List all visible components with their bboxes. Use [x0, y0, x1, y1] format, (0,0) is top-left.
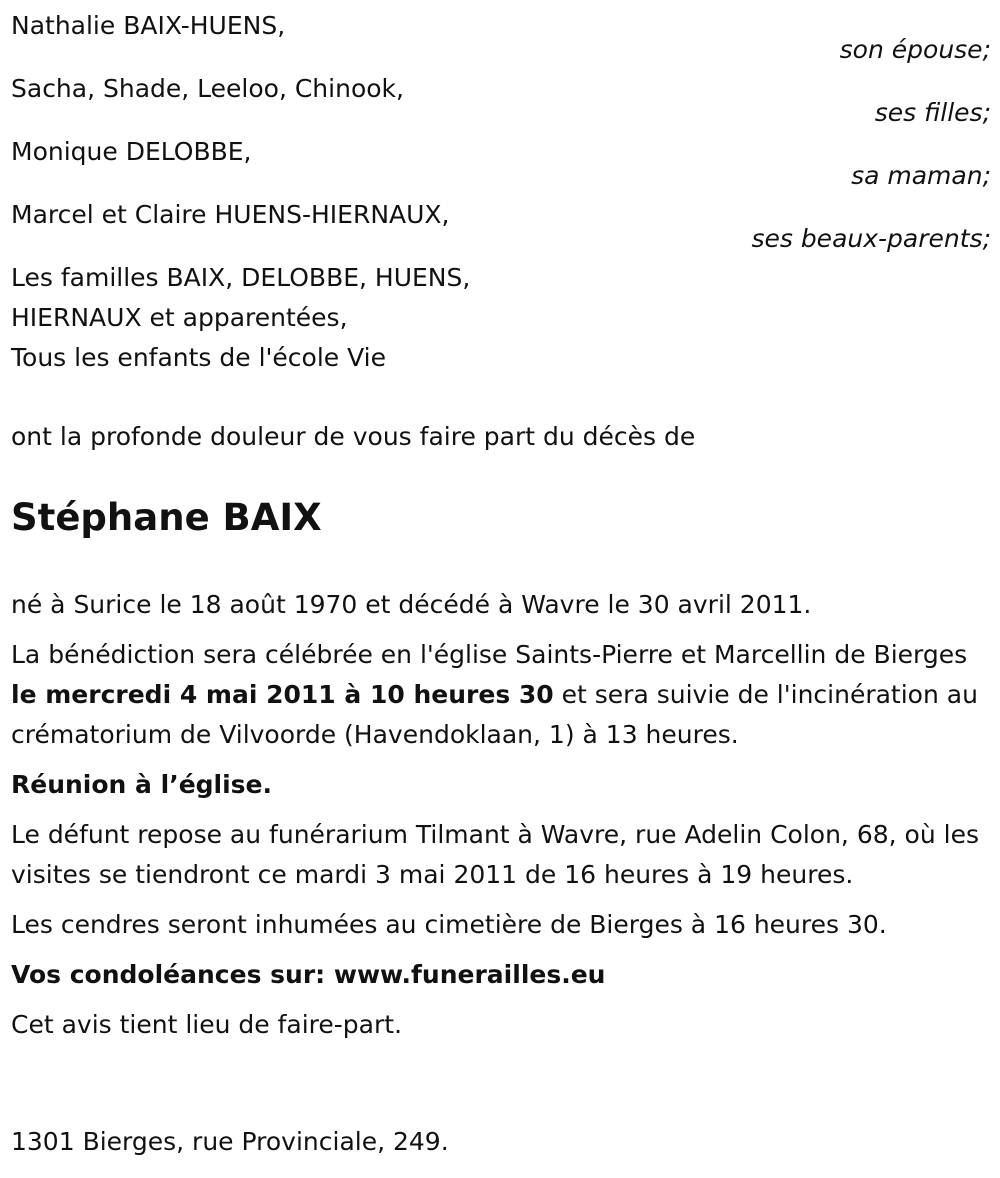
family-member-relation: ses filles;: [874, 98, 991, 127]
family-member: [11, 6, 991, 69]
visits-text: Le défunt repose au funérarium Tilmant à Wavre, rue Adelin Colon, 68, où les visites se tiendront ce mardi 3 mai 2011 de 16 heures à 19 heures.: [11, 820, 979, 889]
announcement-text: ont la profonde douleur de vous faire part du décès de: [11, 422, 696, 451]
other-relatives-line: Tous les enfants de l'école Vie: [11, 343, 386, 372]
family-member: [11, 69, 991, 132]
ceremony-date: le mercredi 4 mai 2011 à 10 heures 30: [11, 680, 554, 709]
deceased-name: Stéphane BAIX: [11, 496, 322, 539]
reunion-text: Réunion à l’église.: [11, 770, 273, 799]
condolences-text: Vos condoléances sur: www.funerailles.eu: [11, 960, 606, 989]
family-member-relation: son épouse;: [839, 35, 991, 64]
ceremony-text: [11, 635, 986, 755]
address-text: 1301 Bierges, rue Provinciale, 249.: [11, 1127, 449, 1156]
family-member-name: Monique DELOBBE,: [11, 137, 252, 166]
family-member-name: Sacha, Shade, Leeloo, Chinook,: [11, 74, 404, 103]
obituary-body: [11, 585, 986, 1055]
ceremony-text-part1: La bénédiction sera célébrée en l'église Saints-Pierre et Marcellin de Bierges: [11, 640, 968, 669]
notice-text: Cet avis tient lieu de faire-part.: [11, 1010, 403, 1039]
family-member: [11, 132, 991, 195]
ceremony-text-part2: et sera suivie de l'incinération au crématorium de Vilvoorde (Havendoklaan, 1) à 13 heures.: [11, 680, 978, 749]
other-relatives-line: HIERNAUX et apparentées,: [11, 303, 348, 332]
family-member-relation: ses beaux-parents;: [751, 224, 991, 253]
family-list: [11, 6, 991, 258]
other-relatives-line: Les familles BAIX, DELOBBE, HUENS,: [11, 263, 471, 292]
family-member-relation: sa maman;: [851, 161, 991, 190]
ashes-text: Les cendres seront inhumées au cimetière de Bierges à 16 heures 30.: [11, 910, 887, 939]
family-member-name: Marcel et Claire HUENS-HIERNAUX,: [11, 200, 450, 229]
family-member: [11, 195, 991, 258]
birth-death-text: né à Surice le 18 août 1970 et décédé à Wavre le 30 avril 2011.: [11, 590, 812, 619]
family-member-name: Nathalie BAIX-HUENS,: [11, 11, 286, 40]
other-relatives: [11, 258, 470, 378]
